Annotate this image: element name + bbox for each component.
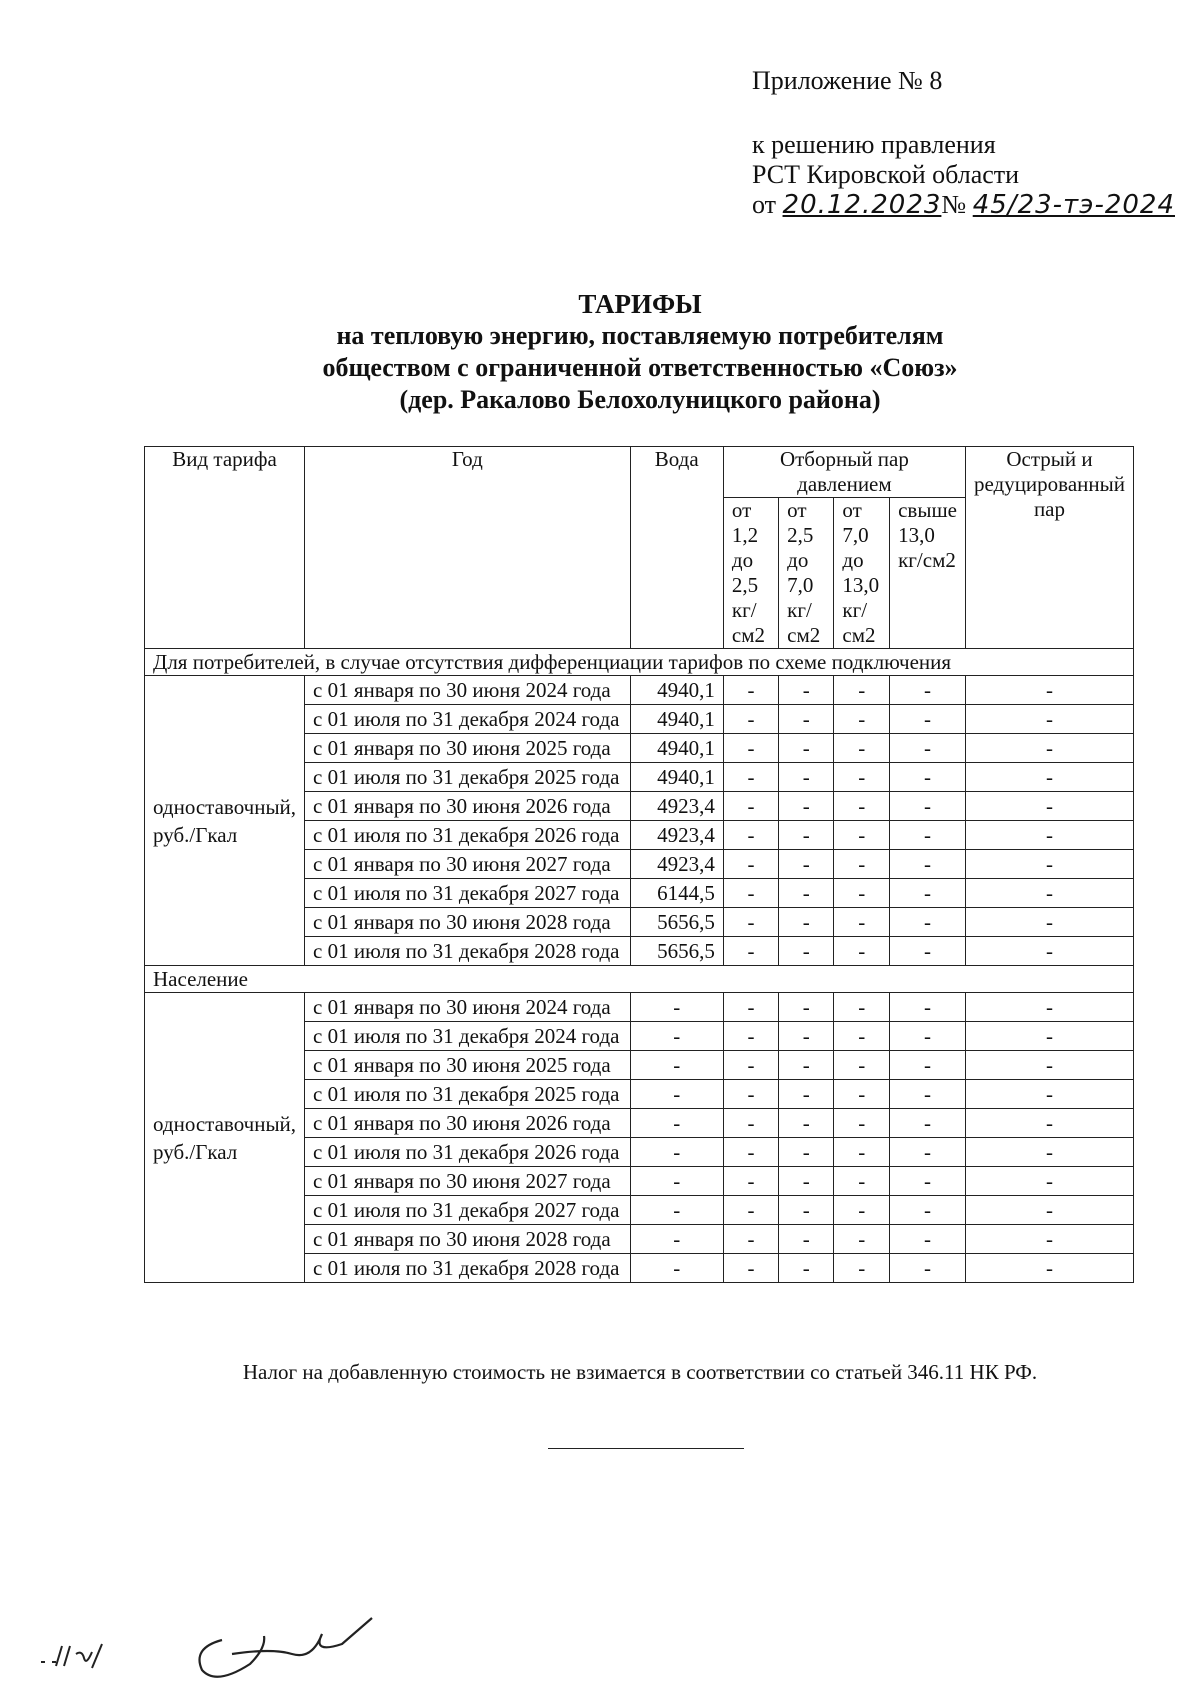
- vat-note: Налог на добавленную стоимость не взимается в соответствии со статьей 346.11 НК РФ.: [242, 1360, 1038, 1384]
- water-cell: -: [630, 1022, 723, 1051]
- pressure-2-cell: -: [779, 1138, 834, 1167]
- period-cell: с 01 июля по 31 декабря 2024 года: [305, 705, 631, 734]
- header-row: [145, 447, 1134, 498]
- header-sharp-steam: Острый и редуцированный пар: [965, 447, 1133, 649]
- pressure-4-cell: -: [890, 1051, 966, 1080]
- annex-date: 20.12.2023: [782, 190, 942, 220]
- pressure-2-cell: -: [779, 821, 834, 850]
- pressure-1-cell: -: [723, 792, 778, 821]
- period-cell: с 01 июля по 31 декабря 2025 года: [305, 763, 631, 792]
- water-cell: 6144,5: [630, 879, 723, 908]
- period-cell: с 01 января по 30 июня 2024 года: [305, 993, 631, 1022]
- period-cell: с 01 июля по 31 декабря 2026 года: [305, 1138, 631, 1167]
- pressure-4-cell: -: [890, 792, 966, 821]
- header-pressure-1: от 1,2 до 2,5 кг/см2: [723, 498, 778, 649]
- pressure-2-cell: -: [779, 1167, 834, 1196]
- pressure-2-cell: -: [779, 993, 834, 1022]
- header-year: Год: [305, 447, 631, 649]
- annex-line1: к решению правления: [752, 130, 996, 159]
- pressure-3-cell: -: [834, 879, 890, 908]
- pressure-4-cell: -: [890, 850, 966, 879]
- pressure-1-cell: -: [723, 676, 778, 705]
- period-cell: с 01 июля по 31 декабря 2027 года: [305, 879, 631, 908]
- sharp-steam-cell: -: [965, 1196, 1133, 1225]
- water-cell: 4940,1: [630, 734, 723, 763]
- pressure-3-cell: -: [834, 705, 890, 734]
- header-water: Вода: [630, 447, 723, 649]
- pressure-4-cell: -: [890, 763, 966, 792]
- period-cell: с 01 июля по 31 декабря 2025 года: [305, 1080, 631, 1109]
- water-cell: -: [630, 1138, 723, 1167]
- pressure-2-cell: -: [779, 763, 834, 792]
- pressure-2-cell: -: [779, 1051, 834, 1080]
- water-cell: -: [630, 1167, 723, 1196]
- pressure-2-cell: -: [779, 1080, 834, 1109]
- header-pressure-4: свыше 13,0 кг/см2: [890, 498, 966, 649]
- annex-no-prefix: №: [941, 190, 967, 219]
- pressure-4-cell: -: [890, 1254, 966, 1283]
- pressure-1-cell: -: [723, 1196, 778, 1225]
- pressure-1-cell: -: [723, 734, 778, 763]
- water-cell: 4940,1: [630, 676, 723, 705]
- water-cell: 4923,4: [630, 821, 723, 850]
- sharp-steam-cell: -: [965, 879, 1133, 908]
- sharp-steam-cell: -: [965, 676, 1133, 705]
- sharp-steam-cell: -: [965, 821, 1133, 850]
- pressure-3-cell: -: [834, 937, 890, 966]
- annex-date-line: [752, 190, 1175, 220]
- annex-block: [752, 66, 1175, 220]
- sharp-steam-cell: -: [965, 705, 1133, 734]
- pressure-3-cell: -: [834, 763, 890, 792]
- pressure-4-cell: -: [890, 676, 966, 705]
- sharp-steam-cell: -: [965, 937, 1133, 966]
- water-cell: 4923,4: [630, 850, 723, 879]
- sharp-steam-cell: -: [965, 1022, 1133, 1051]
- pressure-3-cell: -: [834, 792, 890, 821]
- pressure-3-cell: -: [834, 908, 890, 937]
- annex-decision-number: 45/23-тэ-2024: [972, 190, 1175, 220]
- pressure-2-cell: -: [779, 1225, 834, 1254]
- period-cell: с 01 июля по 31 декабря 2024 года: [305, 1022, 631, 1051]
- tariff-table: [144, 446, 1134, 1283]
- pressure-4-cell: -: [890, 1022, 966, 1051]
- pressure-3-cell: -: [834, 1138, 890, 1167]
- pressure-3-cell: -: [834, 1254, 890, 1283]
- section-title: Для потребителей, в случае отсутствия дифференциации тарифов по схеме подключения: [145, 649, 1134, 676]
- pressure-3-cell: -: [834, 1225, 890, 1254]
- pressure-1-cell: -: [723, 763, 778, 792]
- sharp-steam-cell: -: [965, 1225, 1133, 1254]
- pressure-3-cell: -: [834, 1080, 890, 1109]
- pressure-1-cell: -: [723, 1254, 778, 1283]
- pressure-1-cell: -: [723, 705, 778, 734]
- water-cell: 4940,1: [630, 763, 723, 792]
- table-row: [145, 676, 1134, 705]
- pressure-2-cell: -: [779, 792, 834, 821]
- header-pressure-2: от 2,5 до 7,0 кг/см2: [779, 498, 834, 649]
- sharp-steam-cell: -: [965, 1167, 1133, 1196]
- period-cell: с 01 января по 30 июня 2028 года: [305, 908, 631, 937]
- title-line1: на тепловую энергию, поставляемую потребителям: [336, 321, 944, 350]
- title-line2: обществом с ограниченной ответственностью «Союз»: [322, 353, 958, 382]
- section-row: [145, 966, 1134, 993]
- title-main: ТАРИФЫ: [578, 289, 702, 319]
- pressure-2-cell: -: [779, 937, 834, 966]
- header-pressure-3: от 7,0 до 13,0 кг/см2: [834, 498, 890, 649]
- pressure-3-cell: -: [834, 821, 890, 850]
- pressure-2-cell: -: [779, 879, 834, 908]
- pressure-4-cell: -: [890, 1167, 966, 1196]
- pressure-2-cell: -: [779, 850, 834, 879]
- pressure-1-cell: -: [723, 1138, 778, 1167]
- period-cell: с 01 января по 30 июня 2026 года: [305, 792, 631, 821]
- pressure-1-cell: -: [723, 993, 778, 1022]
- pressure-4-cell: -: [890, 734, 966, 763]
- pressure-3-cell: -: [834, 1109, 890, 1138]
- pressure-4-cell: -: [890, 879, 966, 908]
- pressure-2-cell: -: [779, 1196, 834, 1225]
- water-cell: 5656,5: [630, 908, 723, 937]
- separator-line: [548, 1448, 744, 1449]
- sharp-steam-cell: -: [965, 850, 1133, 879]
- water-cell: -: [630, 993, 723, 1022]
- pressure-3-cell: -: [834, 850, 890, 879]
- pressure-3-cell: -: [834, 993, 890, 1022]
- pressure-4-cell: -: [890, 1196, 966, 1225]
- period-cell: с 01 июля по 31 декабря 2028 года: [305, 937, 631, 966]
- pressure-4-cell: -: [890, 1138, 966, 1167]
- annex-from-prefix: от: [752, 190, 777, 219]
- pressure-1-cell: -: [723, 821, 778, 850]
- sharp-steam-cell: -: [965, 908, 1133, 937]
- pressure-4-cell: -: [890, 937, 966, 966]
- annex-line2: РСТ Кировской области: [752, 160, 1020, 189]
- signature-mark: [36, 1610, 396, 1680]
- tariff-type-cell: одноставочный, руб./Гкал: [145, 676, 305, 966]
- sharp-steam-cell: -: [965, 1109, 1133, 1138]
- pressure-4-cell: -: [890, 705, 966, 734]
- header-type: Вид тарифа: [145, 447, 305, 649]
- pressure-2-cell: -: [779, 908, 834, 937]
- period-cell: с 01 января по 30 июня 2025 года: [305, 734, 631, 763]
- water-cell: -: [630, 1225, 723, 1254]
- pressure-4-cell: -: [890, 1080, 966, 1109]
- pressure-1-cell: -: [723, 937, 778, 966]
- annex-number: Приложение № 8: [752, 66, 943, 95]
- pressure-4-cell: -: [890, 1225, 966, 1254]
- water-cell: -: [630, 1051, 723, 1080]
- section-row: [145, 649, 1134, 676]
- sharp-steam-cell: -: [965, 763, 1133, 792]
- sharp-steam-cell: -: [965, 792, 1133, 821]
- pressure-2-cell: -: [779, 734, 834, 763]
- pressure-3-cell: -: [834, 1196, 890, 1225]
- pressure-4-cell: -: [890, 908, 966, 937]
- pressure-2-cell: -: [779, 1022, 834, 1051]
- pressure-4-cell: -: [890, 821, 966, 850]
- pressure-1-cell: -: [723, 1167, 778, 1196]
- pressure-1-cell: -: [723, 1109, 778, 1138]
- header-steam-group: Отборный пар давлением: [723, 447, 965, 498]
- sharp-steam-cell: -: [965, 734, 1133, 763]
- period-cell: с 01 июля по 31 декабря 2026 года: [305, 821, 631, 850]
- period-cell: с 01 января по 30 июня 2026 года: [305, 1109, 631, 1138]
- period-cell: с 01 января по 30 июня 2027 года: [305, 1167, 631, 1196]
- pressure-1-cell: -: [723, 1051, 778, 1080]
- pressure-1-cell: -: [723, 1080, 778, 1109]
- sharp-steam-cell: -: [965, 1138, 1133, 1167]
- water-cell: -: [630, 1080, 723, 1109]
- pressure-2-cell: -: [779, 1109, 834, 1138]
- section-title: Население: [145, 966, 1134, 993]
- water-cell: -: [630, 1196, 723, 1225]
- water-cell: 5656,5: [630, 937, 723, 966]
- pressure-3-cell: -: [834, 734, 890, 763]
- pressure-1-cell: -: [723, 908, 778, 937]
- table-row: [145, 993, 1134, 1022]
- pressure-2-cell: -: [779, 676, 834, 705]
- period-cell: с 01 января по 30 июня 2025 года: [305, 1051, 631, 1080]
- sharp-steam-cell: -: [965, 1080, 1133, 1109]
- title-line3: (дер. Ракалово Белохолуницкого района): [399, 385, 881, 414]
- pressure-2-cell: -: [779, 1254, 834, 1283]
- pressure-4-cell: -: [890, 993, 966, 1022]
- period-cell: с 01 июля по 31 декабря 2028 года: [305, 1254, 631, 1283]
- pressure-3-cell: -: [834, 1167, 890, 1196]
- pressure-1-cell: -: [723, 850, 778, 879]
- water-cell: 4940,1: [630, 705, 723, 734]
- pressure-2-cell: -: [779, 705, 834, 734]
- tariff-type-cell: одноставочный, руб./Гкал: [145, 993, 305, 1283]
- document-title: [0, 288, 1200, 416]
- pressure-3-cell: -: [834, 1051, 890, 1080]
- pressure-3-cell: -: [834, 676, 890, 705]
- period-cell: с 01 января по 30 июня 2024 года: [305, 676, 631, 705]
- water-cell: -: [630, 1254, 723, 1283]
- period-cell: с 01 января по 30 июня 2028 года: [305, 1225, 631, 1254]
- pressure-1-cell: -: [723, 879, 778, 908]
- pressure-3-cell: -: [834, 1022, 890, 1051]
- period-cell: с 01 января по 30 июня 2027 года: [305, 850, 631, 879]
- pressure-1-cell: -: [723, 1225, 778, 1254]
- sharp-steam-cell: -: [965, 1254, 1133, 1283]
- period-cell: с 01 июля по 31 декабря 2027 года: [305, 1196, 631, 1225]
- sharp-steam-cell: -: [965, 1051, 1133, 1080]
- pressure-1-cell: -: [723, 1022, 778, 1051]
- water-cell: -: [630, 1109, 723, 1138]
- sharp-steam-cell: -: [965, 993, 1133, 1022]
- water-cell: 4923,4: [630, 792, 723, 821]
- pressure-4-cell: -: [890, 1109, 966, 1138]
